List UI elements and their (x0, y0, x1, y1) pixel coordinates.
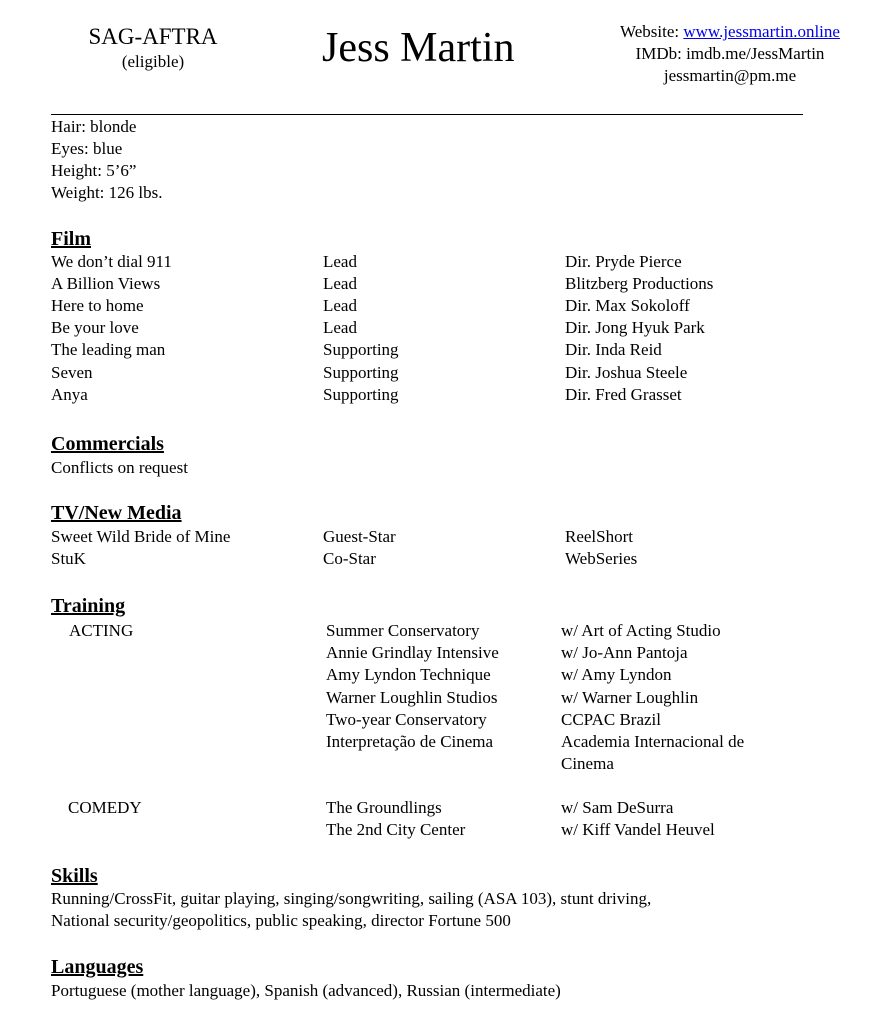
website-label: Website: (620, 22, 680, 41)
tv-role: Co-Star (323, 549, 376, 568)
training-heading: Training (51, 595, 126, 617)
tv-network: WebSeries (565, 549, 638, 568)
film-title: Here to home (51, 296, 144, 315)
website-link[interactable]: www.jessmartin.online (683, 22, 840, 41)
tv-role: Guest-Star (323, 527, 396, 546)
training-course: Two-year Conservatory (326, 710, 487, 729)
commercials-heading: Commercials (51, 433, 164, 455)
training-teacher: w/ Art of Acting Studio (561, 621, 721, 640)
training-teacher: w/ Jo-Ann Pantoja (561, 643, 688, 662)
tv-title: StuK (51, 549, 86, 568)
union-name: SAG-AFTRA (88, 24, 218, 49)
film-role: Supporting (323, 340, 399, 359)
stat-eyes: Eyes: blue (51, 139, 123, 158)
languages-text: Portuguese (mother language), Spanish (advanced), Russian (intermediate) (51, 981, 561, 1000)
film-title: We don’t dial 911 (51, 252, 172, 271)
imdb-line: IMDb: imdb.me/JessMartin (635, 44, 825, 63)
commercials-note: Conflicts on request (51, 458, 188, 477)
tv-title: Sweet Wild Bride of Mine (51, 527, 231, 546)
training-teacher: Academia Internacional de (561, 732, 745, 751)
header-divider (51, 114, 803, 115)
training-course: Annie Grindlay Intensive (326, 643, 499, 662)
website-line (598, 21, 862, 43)
film-role: Lead (323, 296, 357, 315)
film-title: The leading man (51, 340, 166, 359)
languages-heading: Languages (51, 956, 144, 978)
film-role: Lead (323, 252, 357, 271)
film-director: Dir. Pryde Pierce (565, 252, 682, 271)
film-director: Dir. Fred Grasset (565, 385, 682, 404)
training-teacher: w/ Amy Lyndon (561, 665, 672, 684)
training-course: The 2nd City Center (326, 820, 466, 839)
training-teacher: w/ Sam DeSurra (561, 798, 674, 817)
film-title: Seven (51, 363, 93, 382)
actor-name: Jess Martin (322, 25, 515, 71)
training-acting-label: ACTING (69, 621, 134, 640)
film-role: Supporting (323, 363, 399, 382)
training-teacher: CCPAC Brazil (561, 710, 661, 729)
skills-line: National security/geopolitics, public speaking, director Fortune 500 (51, 911, 511, 930)
film-role: Supporting (323, 385, 399, 404)
stat-height: Height: 5’6” (51, 161, 137, 180)
union-block (82, 23, 224, 73)
training-course: Interpretação de Cinema (326, 732, 494, 751)
film-title: Be your love (51, 318, 139, 337)
film-title: Anya (51, 385, 88, 404)
film-director: Dir. Jong Hyuk Park (565, 318, 705, 337)
training-course: The Groundlings (326, 798, 442, 817)
skills-heading: Skills (51, 865, 98, 887)
film-heading: Film (51, 228, 91, 250)
film-director: Dir. Max Sokoloff (565, 296, 690, 315)
film-director: Dir. Joshua Steele (565, 363, 688, 382)
film-role: Lead (323, 318, 357, 337)
training-course: Summer Conservatory (326, 621, 480, 640)
contact-block (598, 21, 862, 87)
email-line: jessmartin@pm.me (663, 66, 797, 85)
stat-weight: Weight: 126 lbs. (51, 183, 163, 202)
tv-heading: TV/New Media (51, 502, 182, 524)
training-course: Amy Lyndon Technique (326, 665, 491, 684)
training-course: Warner Loughlin Studios (326, 688, 498, 707)
tv-network: ReelShort (565, 527, 633, 546)
training-teacher: w/ Warner Loughlin (561, 688, 699, 707)
stat-hair: Hair: blonde (51, 117, 137, 136)
union-status: (eligible) (121, 52, 185, 71)
training-teacher-wrap: Cinema (561, 754, 614, 773)
training-teacher: w/ Kiff Vandel Heuvel (561, 820, 715, 839)
skills-line: Running/CrossFit, guitar playing, singing/songwriting, sailing (ASA 103), stunt driving, (51, 889, 652, 908)
film-director: Dir. Inda Reid (565, 340, 662, 359)
film-director: Blitzberg Productions (565, 274, 714, 293)
film-role: Lead (323, 274, 357, 293)
film-title: A Billion Views (51, 274, 161, 293)
training-comedy-label: COMEDY (68, 798, 142, 817)
